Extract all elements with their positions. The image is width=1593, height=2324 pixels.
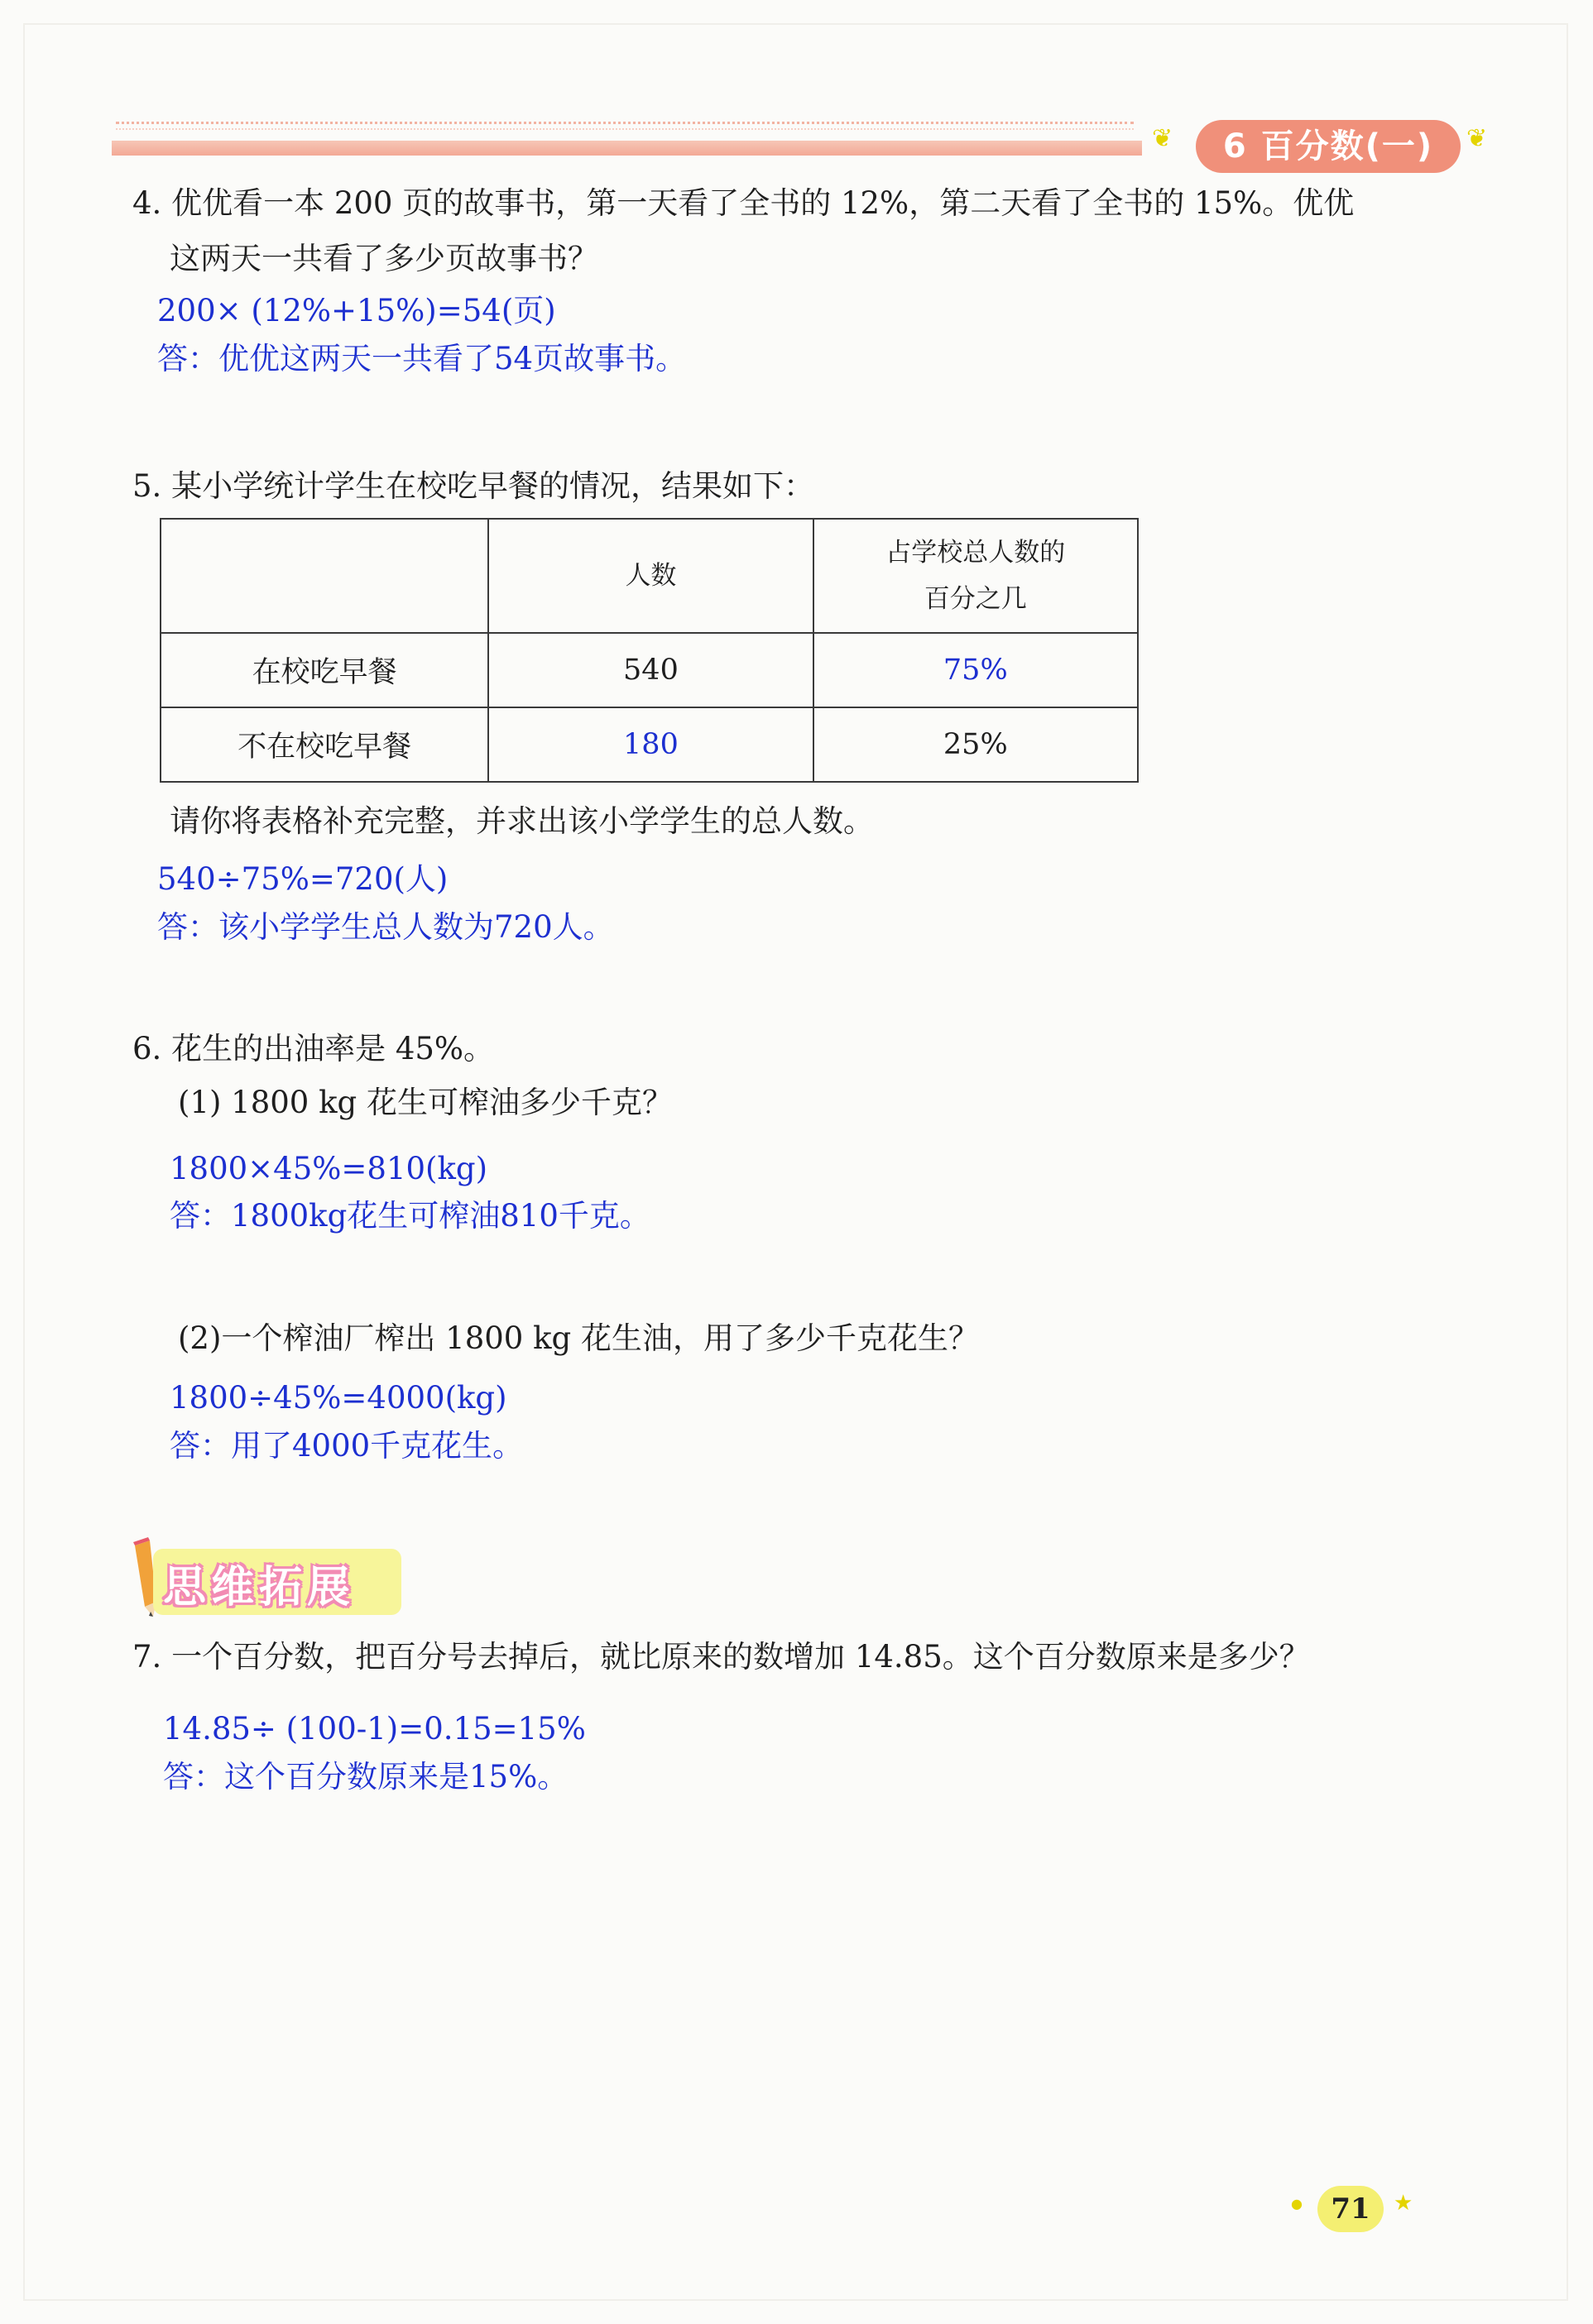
table-header-percent-line2: 百分之几: [924, 584, 1027, 614]
table-row: [161, 707, 1138, 782]
page-number-badge: [1291, 2184, 1423, 2234]
q6-part1: (1) 1800 kg 花生可榨油多少千克？: [178, 1085, 673, 1120]
q6-part1-answer: 答：1800kg花生可榨油810千克。: [170, 1198, 650, 1234]
table-header-cell-empty: [161, 519, 488, 633]
star-icon: ★: [1394, 2191, 1413, 2216]
table-row-percent-answer: 75%: [813, 633, 1138, 707]
table-row: [161, 633, 1138, 707]
leaf-icon: ❦: [1152, 124, 1173, 153]
section-banner: [128, 1537, 401, 1620]
q5-instruction: 请你将表格补充完整，并求出该小学学生的总人数。: [170, 803, 874, 839]
q7-answer-calc: 14.85÷ (100-1)=0.15=15%: [163, 1711, 586, 1747]
q7-answer-text: 答：这个百分数原来是15%。: [163, 1759, 569, 1795]
table-header-row: [161, 519, 1138, 633]
q6-part2: (2)一个榨油厂榨出 1800 kg 花生油，用了多少千克花生？: [178, 1320, 979, 1356]
q5-answer-calc: 540÷75%=720(人): [157, 861, 449, 897]
q4-line1: 4. 优优看一本 200 页的故事书，第一天看了全书的 12%，第二天看了全书的 15%。优优: [132, 185, 1355, 221]
table-header-percent-line1: 占学校总人数的: [885, 538, 1066, 568]
header-dotted-line-2: [116, 128, 1134, 130]
table-row-label: 在校吃早餐: [161, 633, 488, 707]
section-banner-title: 思维拓展: [163, 1563, 356, 1612]
chapter-title: 6 百分数(一): [1196, 120, 1461, 173]
table-row-count: 540: [488, 633, 813, 707]
breakfast-table: [160, 518, 1139, 783]
q6-question: 6. 花生的出油率是 45%。: [132, 1031, 495, 1066]
table-row-label: 不在校吃早餐: [161, 707, 488, 782]
q6-part2-calc: 1800÷45%=4000(kg): [170, 1380, 507, 1416]
header-band: [112, 141, 1142, 156]
header-dotted-line: [116, 122, 1134, 124]
q6-part1-calc: 1800×45%=810(kg): [170, 1151, 488, 1186]
table-row-count-answer: 180: [488, 707, 813, 782]
page-number: 71: [1317, 2186, 1384, 2232]
q4-line2: 这两天一共看了多少页故事书？: [170, 241, 598, 276]
q6-part2-answer: 答：用了4000千克花生。: [170, 1428, 524, 1464]
q7-question: 7. 一个百分数，把百分号去掉后，就比原来的数增加 14.85。这个百分数原来是多少？: [132, 1639, 1310, 1675]
dot-icon: ●: [1291, 2196, 1303, 2211]
table-row-percent: 25%: [813, 707, 1138, 782]
leaf-icon: ❦: [1466, 124, 1488, 153]
q4-answer-text: 答：优优这两天一共看了54页故事书。: [157, 341, 687, 376]
q4-answer-calc: 200× (12%+15%)=54(页): [157, 293, 556, 328]
table-header-count: 人数: [488, 519, 813, 633]
q5-question: 5. 某小学统计学生在校吃早餐的情况，结果如下：: [132, 468, 815, 504]
table-header-percent: [813, 519, 1138, 633]
q5-answer-text: 答：该小学学生总人数为720人。: [157, 909, 614, 945]
